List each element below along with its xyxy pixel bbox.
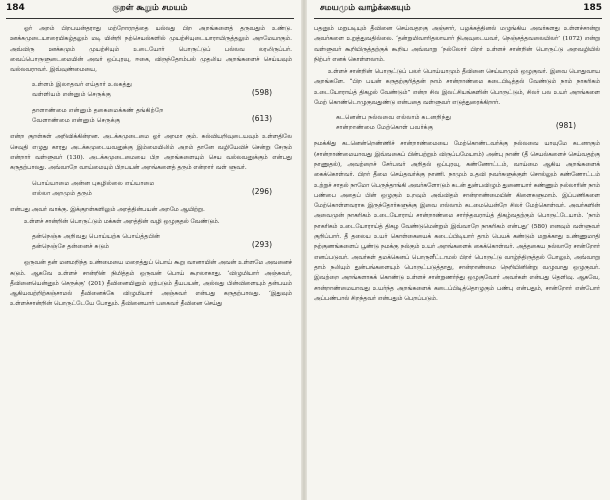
verse-number: (293) (251, 240, 272, 250)
verse-number: (613) (251, 114, 272, 124)
book-gutter (301, 0, 307, 500)
verse-line: தன்நெஞ்சு அறிவது பொய்யற்க பொய்த்தபின் (32, 233, 160, 241)
verse-line: கடனென்ப நல்லவை எல்லாம் கடனறிந்து (336, 114, 452, 122)
right-page (308, 0, 608, 500)
verse-number: (981) (555, 121, 576, 131)
verse-line: உள்ளம் இலாதவர் எய்தார் உலகத்து (32, 81, 132, 89)
right-page-header (312, 3, 604, 17)
verse-line: சான்றாண்மை மேற்கொள் பவர்க்கு (336, 124, 434, 132)
verse-line: தாளாண்மை என்னும் தகைமைக்கண் தங்கிற்றே (32, 107, 164, 115)
paragraph: ஒருவன் தன் மனமறிந்த உண்மையை மறைத்துப் பொய் கூறு வானாயின் அவன் உள்ளமே அவனைச் சுடும். ஆகவே உள்ளச் சான்றின் நிமித்தம் ஒருவன் பொய் கூறலாகாது. ‘விழுமியார் அஞ்சுவர், தீவினையென்னும் செருக்கு’ (201) தீவினையினும் ஏற்படும் தீயபயன், அல்லது பின்விளையும் தன்பயம் ஆகியவற்றிற்கஞ்சாமல் தீவினைக்கே விழுமியார் அஞ்சுவர் என்பது கருதற்பாலது. ‘இதுவும் உள்ளச்சான்றின் பொருட்டேயே போதும். தீவினையார் பகைவர் தீவினை செய்து (10, 260, 292, 308)
verse-number: (598) (251, 88, 272, 98)
paragraph: உள்ளச் சான்றின் பொருட்டும் மக்கள் அறத்தின் வழி ஒழுகுதல் வேண்டும். (24, 218, 220, 225)
kural-verse (336, 113, 576, 133)
kural-verse (32, 179, 272, 199)
left-page (0, 0, 300, 500)
paragraph: என்பது அவர் வாக்கு. இக்குறள்களிலும் அறத்தின்பயன் அறமே ஆயிற்று. (10, 206, 205, 213)
page-number: 185 (583, 3, 602, 13)
paragraph: உள்ளச் சான்றின் பொருட்டுப் பலர் பொய்யாமும் தீவினை செய்யாமும் ஒழுகுவர். இவை பொதுவாய அறங்களே. “பிற பயன் கருதற்குரித்தன் நாம் சான்றாண்மை கடைபிடித்தல் வேண்டும் நாம் நாகரிகம் உடையோராய்த் திகழல் வேண்டும்” என்ற சில இலட்சியங்களின் பொருட்டும், சிலர் பல உயர் அறங்களை மேற் கொண்டொழுகுவதுண்டு என்பதை வள்ளுவர் எடுத்துரைக்கிறார். (314, 69, 600, 107)
left-page-body (0, 19, 300, 310)
paragraph: ஓர் அறம் பிறபயன்தராது மற்றோரறத்தை யல்லது பிற அறங்களைத் தருவதும் உண்டு. ஊக்கமுடையாரையிகழ்தலும் மடி யின்றி நற்செயல்களில் முயற்சியுடையாராயிருத்தலும் அறமேயாகும். அவ்விரு ஊக்கமும் முயற்சியும் உடையோர் பொருட்டுப் பல்லவ லரலிருப்பர். வைப்பொருளுடைமையின் அவர் ஒப்புரவு, ஈகை, விருந்தோம்பல் முதலிய அறங்களைச் செய்யவும் வல்லவராவர். இவ்வுண்மையை, (10, 26, 292, 74)
verse-line: பொய்யாமை அன்ன புகழில்லை எய்யாமை (32, 179, 155, 187)
paragraph: நமக்கிது கடனென்றெண்ணிச் சான்றாண்மையை மேற்கொண்டவர்க்கு நல்லவை யாவுமே கடனாகும் (சான்றாண்மையாவது இவ்வகைப் பின்பற்றும் விருப்பமேயாம்) அன்பு நாண் (தீ செயல்களைச் செய்வதற்கு நாணுதல்), அவற்றைச் சேர்பவர் அறிதல் ஒப்புரவு, கண்ணோட்டம், வாய்மை ஆகிய அறங்களைக் கைக்கொள்வர். பிறர் தீமை செய்தவர்க்கு நாணி. நாமும் உதவி நவர்களுக்குள் சொல்லும் கண்ணோட்டம் உற்றுச் சாதல் நாமோ பெருந்தாங்கி அவர்களோடும் கடன் துன்பவிழும் துணையார் கண்ணும் நல்லாரின் நாம் பண்பை அதைப் பின் ஒழுகும் உறவும் அவ்விதம் சான்றாண்மையின் கிளைகளுமாம். இப்பணிகளை மேற்கொள்ளவராக இருந்தோர்களுக்கு இவை எல்லாம் கடமையென்றே சிலர் மேற்கொள்வர். அவர்களின் அவைமுன் நாகரிகம் உடையோராய் சான்றாண்மை சார்ந்தவராய்த் திகழ்வதற்கும் பொருட்டேயாம். ‘நாம் நாகரிகம் உடையோராய்த் திகழ வேண்டுமென்றும் இவ்வாறே நாகரிகம் என்பது’ (580) எனவும் வள்ளுவர் குறிப்பார். தீ தலைய உயர் கொள்கையைக் கடைப்பிடியார் தாம் பெயக் கண்டும் மறுக்காது உண்ணுமாதி நற்குணங்களைப் பூண்டு நமக்கு நல்கும் உயர் அறங்களைக் கைக்கொள்வர். அத்தகைய நல்லாரே சான்றோர் எனப்படுவர். அவர்கள் தமக்கெனப் பொருளீட்டாமல் பிறர் பொருட்டு வாழ்ந்திருத்தல் போலும், அவ்வாறு தாம் நலியும் துன்பங்களையும் பொருட்படுத்தாது, சான்றாண்மை நெறியினின்று வழுவாது ஒழுகுவர். இவற்றை அறங்களாகக் கொண்டு உள்ளச் சான்றுணர்ந்து ஒழுகுவோர் அவர்கள் என்பது தெளிவு. ஆகவே, சான்றாண்மையாவது உயர்ந்த அறங்களைக் கடைப்பிடித்தொழுகும் பண்பு என்பதும், சான்றோர் என்போர் அப்பண்பால் சிறந்தவர் என்பதும் பெறப்படும். (314, 141, 600, 302)
kural-verse (32, 232, 272, 252)
left-page-header (4, 3, 296, 17)
verse-line: எல்லா அறமும் தரும் (32, 189, 92, 197)
right-page-body (308, 19, 608, 304)
kural-verse (32, 106, 272, 126)
verse-number: (296) (251, 186, 272, 196)
page-number: 184 (6, 3, 25, 13)
paragraph: பதனும் மறுபடியும் தீவினை செய்வதறகு அஞ்சார், பழக்கத்தினல் மழுங்கிய அவர்களது உள்ளச்சான்று அவர்களை உறுத்துவதில்லை. ‘தன்றுமிவாரிதலாயார் நிஅவுடையவர், நெஞ்சத்தவலையிலர்’ (1072) என்று வள்ளுவர் கூறியிருத்தற்குக் கூறிய அவ்வாறு ‘நல்லோர் பிறர் உள்ளச் சான்றின் பொருட்டு அறவழியில் நிற்பர் எனக் கொள்ளலாம். (314, 26, 600, 63)
paragraph: என்ற குறள்கள் அறிவிக்கின்றன. அடக்கமுடைமை ஓர் அறமா கும். கல்வியறிவுடையவும் உள்ளதிலே செவுதி எழுது காரது அடக்கமுடையவனுக்கு இம்மையிலிம் அறம் தானே வழியேவிச் சென்று சேரும் என்றார் வள்ளுவர் (130). அடக்கமுடைமையை பிற அறங்களையும் செய வல்லவனுக்கும் என்பது கருதற்பாலது. அவ்வாறே வாய்மையும் பிறபயன் அறங்களைத் தரும் என்றார் வள் ளுவர். (10, 134, 292, 172)
verse-line: வள்ளியம் என்னும் செருக்கு (32, 91, 111, 99)
running-title: குறள் கூறும் சமயம் (112, 3, 188, 13)
verse-line: தன்நெஞ்சே தன்னைச் சுடும் (32, 243, 110, 251)
verse-line: வேளாண்மை என்னும் செருக்கு (32, 117, 121, 125)
kural-verse (32, 80, 272, 100)
running-title: சமயமும் வாழ்க்கையும் (320, 3, 411, 13)
